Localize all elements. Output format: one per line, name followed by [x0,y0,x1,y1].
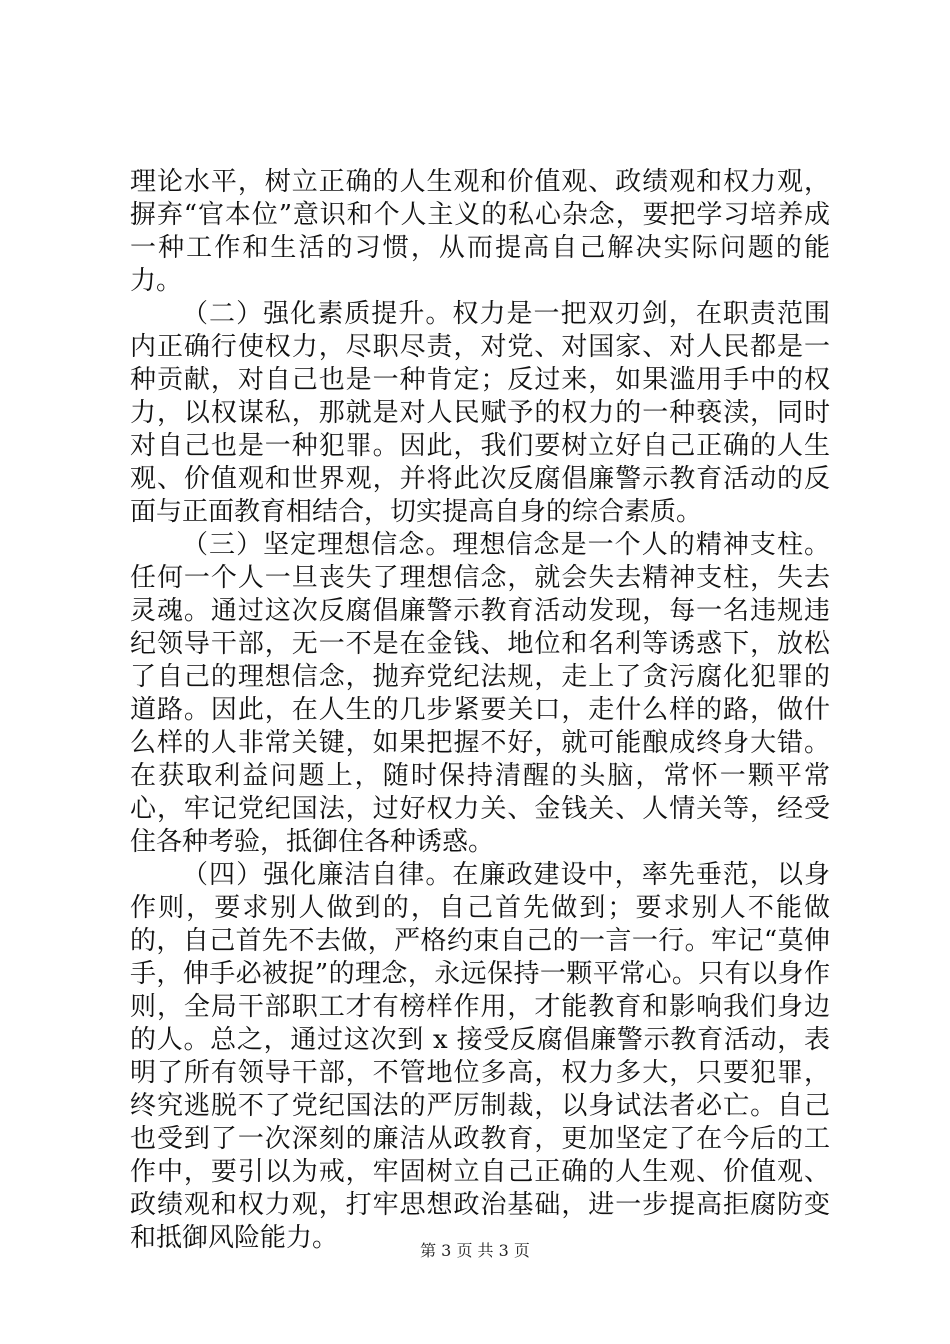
paragraph-continuation: 理论水平，树立正确的人生观和价值观、政绩观和权力观，摒弃“官本位”意识和个人主义的私心杂念，要把学习培养成一种工作和生活的习惯，从而提高自己解决实际问题的能力。 [130,167,830,296]
paragraph-quality-improvement: （二）强化素质提升。权力是一把双刃剑，在职责范围内正确行使权力，尽职尽责，对党、对国家、对人民都是一种贡献，对自己也是一种肯定；反过来，如果滥用手中的权力，以权谋私，那就是对人民赋予的权力的一种亵渎，同时对自己也是一种犯罪。因此，我们要树立好自己正确的人生观、价值观和世界观，并将此次反腐倡廉警示教育活动的反面与正面教育相结合，切实提高自身的综合素质。 [130,299,830,527]
page-number-footer: 第 3 页 共 3 页 [420,1241,530,1260]
document-body [130,166,830,1255]
paragraph-self-discipline: （四）强化廉洁自律。在廉政建设中，率先垂范，以身作则，要求别人做到的，自己首先做到；要求别人不能做的，自己首先不去做，严格约束自己的一言一行。牢记“莫伸手，伸手必被捉”的理念，永远保持一颗平常心。只有以身作则，全局干部职工才有榜样作用，才能教育和影响我们身边的人。总之，通过这次到 x 接受反腐倡廉警示教育活动，表明了所有领导干部，不管地位多高，权力多大，只要犯罪，终究逃脱不了党纪国法的严厉制裁，以身试法者必亡。自己也受到了一次深刻的廉洁从政教育，更加坚定了在今后的工作中，要引以为戒，牢固树立自己正确的人生观、价值观、政绩观和权力观，打牢思想政治基础，进一步提高拒腐防变和抵御风险能力。 [130,860,830,1253]
paragraph-ideals-beliefs: （三）坚定理想信念。理想信念是一个人的精神支柱。任何一个人一旦丧失了理想信念，就会失去精神支柱，失去灵魂。通过这次反腐倡廉警示教育活动发现，每一名违规违纪领导干部，无一不是在金钱、地位和名利等诱惑下，放松了自己的理想信念，抛弃党纪法规，走上了贪污腐化犯罪的道路。因此，在人生的几步紧要关口，走什么样的路，做什么样的人非常关键，如果把握不好，就可能酿成终身大错。在获取利益问题上，随时保持清醒的头脑，常怀一颗平常心，牢记党纪国法，过好权力关、金钱关、人情关等，经受住各种考验，抵御住各种诱惑。 [130,530,830,857]
